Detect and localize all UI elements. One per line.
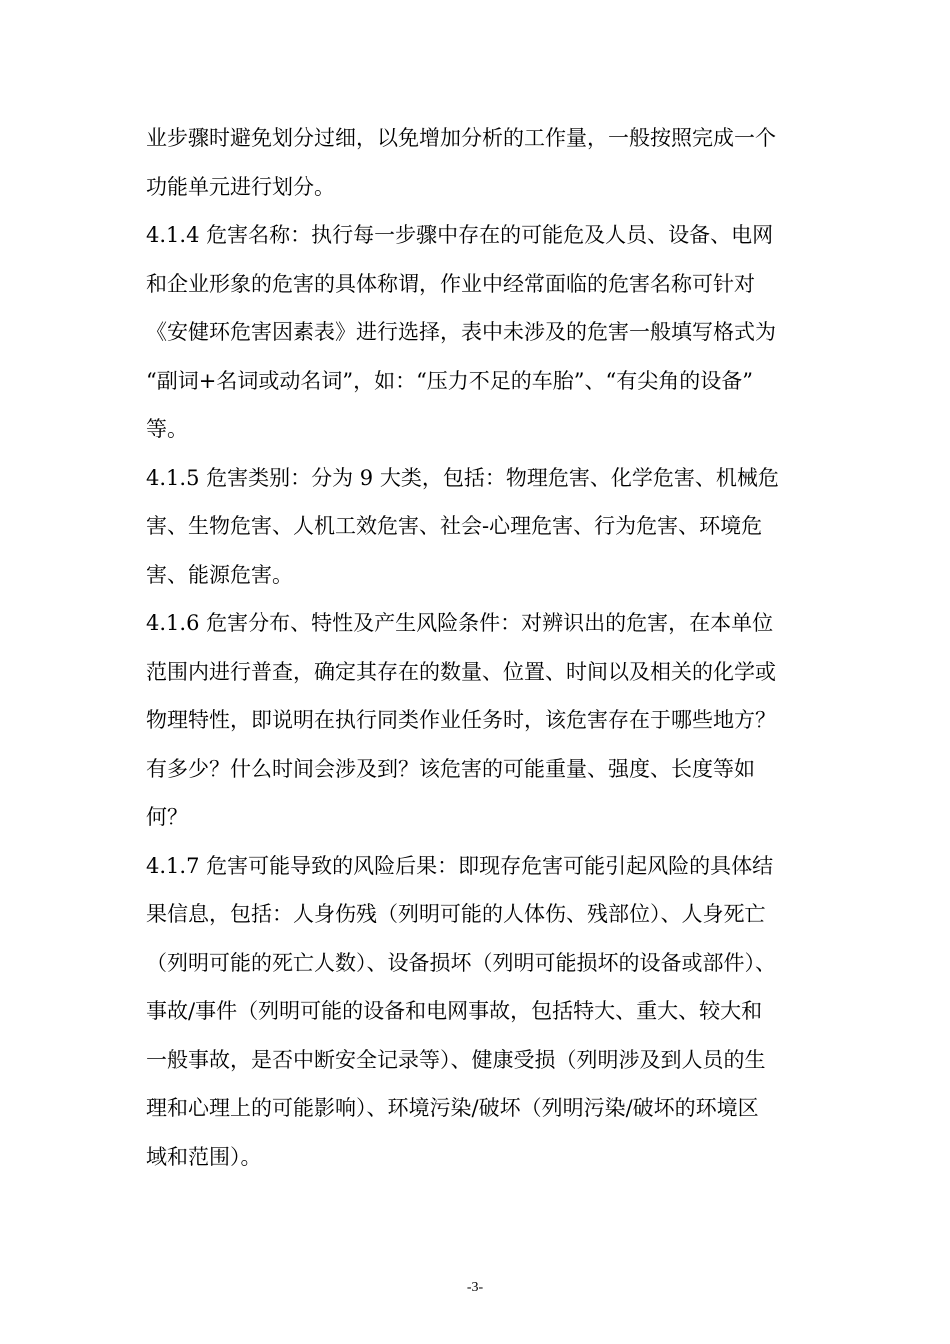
text-line: （列明可能的死亡人数）、设备损坏（列明可能损坏的设备或部件）、 bbox=[146, 950, 776, 975]
text-line: 物理特性，即说明在执行同类作业任务时，该危害存在于哪些地方？ bbox=[146, 708, 776, 732]
text-line: 范围内进行普查，确定其存在的数量、位置、时间以及相关的化学或 bbox=[146, 659, 776, 684]
text-line: 4.1.7 危害可能导致的风险后果：即现存危害可能引起风险的具体结 bbox=[146, 853, 774, 878]
text-line: 害、生物危害、人机工效危害、社会-心理危害、行为危害、环境危 bbox=[146, 514, 763, 538]
body-text bbox=[146, 114, 816, 1181]
text-line: “副词+名词或动名词”，如：“压力不足的车胎”、“有尖角的设备” bbox=[146, 368, 754, 393]
text-line: 4.1.5 危害类别：分为 9 大类，包括：物理危害、化学危害、机械危 bbox=[146, 465, 779, 490]
text-line: 《安健环危害因素表》进行选择，表中未涉及的危害一般填写格式为 bbox=[146, 320, 776, 344]
text-line: 理和心理上的可能影响）、环境污染/破坏（列明污染/破坏的环境区 bbox=[146, 1096, 759, 1120]
text-line: 4.1.6 危害分布、特性及产生风险条件：对辨识出的危害，在本单位 bbox=[146, 611, 774, 635]
text-line: 业步骤时避免划分过细，以免增加分析的工作量，一般按照完成一个 bbox=[146, 126, 776, 150]
page-number: -3- bbox=[466, 1280, 484, 1295]
text-line: 功能单元进行划分。 bbox=[146, 174, 335, 199]
text-line: 事故/事件（列明可能的设备和电网事故，包括特大、重大、较大和 bbox=[146, 999, 763, 1023]
text-line: 一般事故，是否中断安全记录等）、健康受损（列明涉及到人员的生 bbox=[146, 1047, 766, 1072]
text-line: 4.1.4 危害名称：执行每一步骤中存在的可能危及人员、设备、电网 bbox=[146, 223, 774, 247]
text-line: 域和范围）。 bbox=[146, 1144, 262, 1169]
text-line: 等。 bbox=[146, 417, 188, 441]
text-line: 何？ bbox=[146, 805, 188, 829]
text-line: 果信息，包括：人身伤残（列明可能的人体伤、残部位）、人身死亡 bbox=[146, 902, 766, 926]
text-line: 有多少？什么时间会涉及到？该危害的可能重量、强度、长度等如 bbox=[146, 756, 755, 781]
text-line: 和企业形象的危害的具体称谓，作业中经常面临的危害名称可针对 bbox=[146, 271, 755, 296]
text-line: 害、能源危害。 bbox=[146, 562, 293, 587]
